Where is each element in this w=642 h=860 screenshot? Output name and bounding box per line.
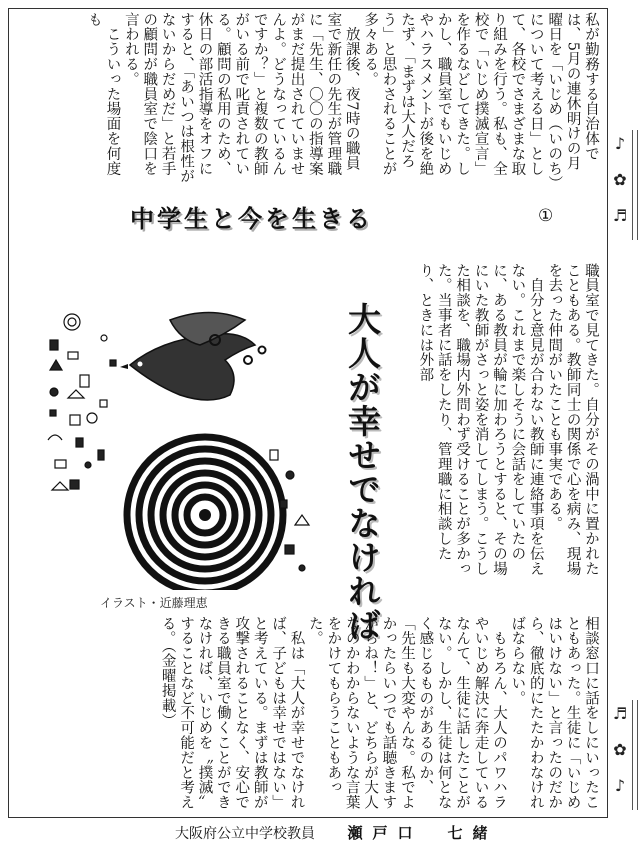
series-title: 中学生と今を生きる — [130, 205, 373, 233]
author-title: 大阪府公立中学校教員 — [175, 826, 315, 842]
illustration-spiral — [127, 437, 283, 590]
ornament-rail — [632, 130, 638, 240]
series-number: ① — [538, 206, 554, 226]
body-text-middle-block: 職員室で見てきた。自分がその渦中に置かれたこともある。教師同士の関係で心を病み、現場を去った仲間がいたことも事実である。 自分と意見が合わない教師に連絡事項を伝えない。これまで楽しそうに会話をしていたのに、ある教員が輪に加わろうとすると、その場にいた教師がさっと姿を消してしまう。こうした相談を、職場内外問わず受けることが多かった。当事者に話をしたり、管理職に相談したり、ときには外部 — [417, 263, 599, 576]
music-notes-icon: ♬ — [612, 206, 628, 225]
flower-icon: ✿ — [613, 740, 627, 759]
body-text-top-block: 私が勤務する自治体では、5月の連休明けの月曜日を「いじめ（いのち）について考える日」として、各校でさまざまな取り組みを行う。私も、全校で「いじめ撲滅宣言」を作るなどしてきた。しかし、職員室でもいじめやハラスメントが後を絶たず、「まずは大人だろう」と思わされることが多々ある。 放課後、夜7時の職員室で新任の先生が管理職に「先生、〇〇の指導案がまだ提出されていませんよ。どうなっているんですか？」と複数の教師がいる前で叱責されている。顧問の私用のため、休日の部活指導をオフにすると、「あいつは根性がないからだめだ」と若手の顧問が職員室で陰口を言われる。 こういった場面を何度も — [86, 12, 599, 184]
music-note-icon: ♪ — [614, 776, 626, 795]
body-text-bottom-block: 相談窓口に話をしにいったこともあった。生徒に「いじめはいけない」と言ったのだから、徹底的にたたかわなければならない。 もちろん、大人のパワハラやいじめ解決に奔走しているなんて、生徒に話したことがない。しかし、生徒は何となく感じるものがあるのか、「先生も大変やんな。私でよかったらいつでも話聴きますからね！」と、どちらが大人なのかわからないような言葉をかけてもらうこともあった。 私は「大人が幸せでなければ、子どもは幸せではない」と考えている。まずは教師が攻撃されることなく、安心できる職員室で働くことができなければ、いじめを〝撲滅〟することなど不可能だと考える。（金曜掲載） — [159, 616, 599, 810]
author-byline — [175, 822, 497, 843]
music-notes-icon: ♬ — [612, 704, 628, 723]
author-name: 瀬戸口 七緒 — [347, 824, 498, 842]
flower-icon: ✿ — [613, 170, 627, 189]
article-headline: 大人が幸せでなければ — [343, 302, 382, 642]
bird-spiral-illustration — [40, 300, 330, 590]
illustration-caption: イラスト・近藤理恵 — [100, 596, 208, 610]
illustration-bird — [120, 313, 266, 401]
music-note-icon: ♪ — [614, 134, 626, 153]
top-right-ornament — [610, 130, 638, 240]
bottom-right-ornament — [610, 700, 638, 810]
ornament-rail — [632, 700, 638, 810]
